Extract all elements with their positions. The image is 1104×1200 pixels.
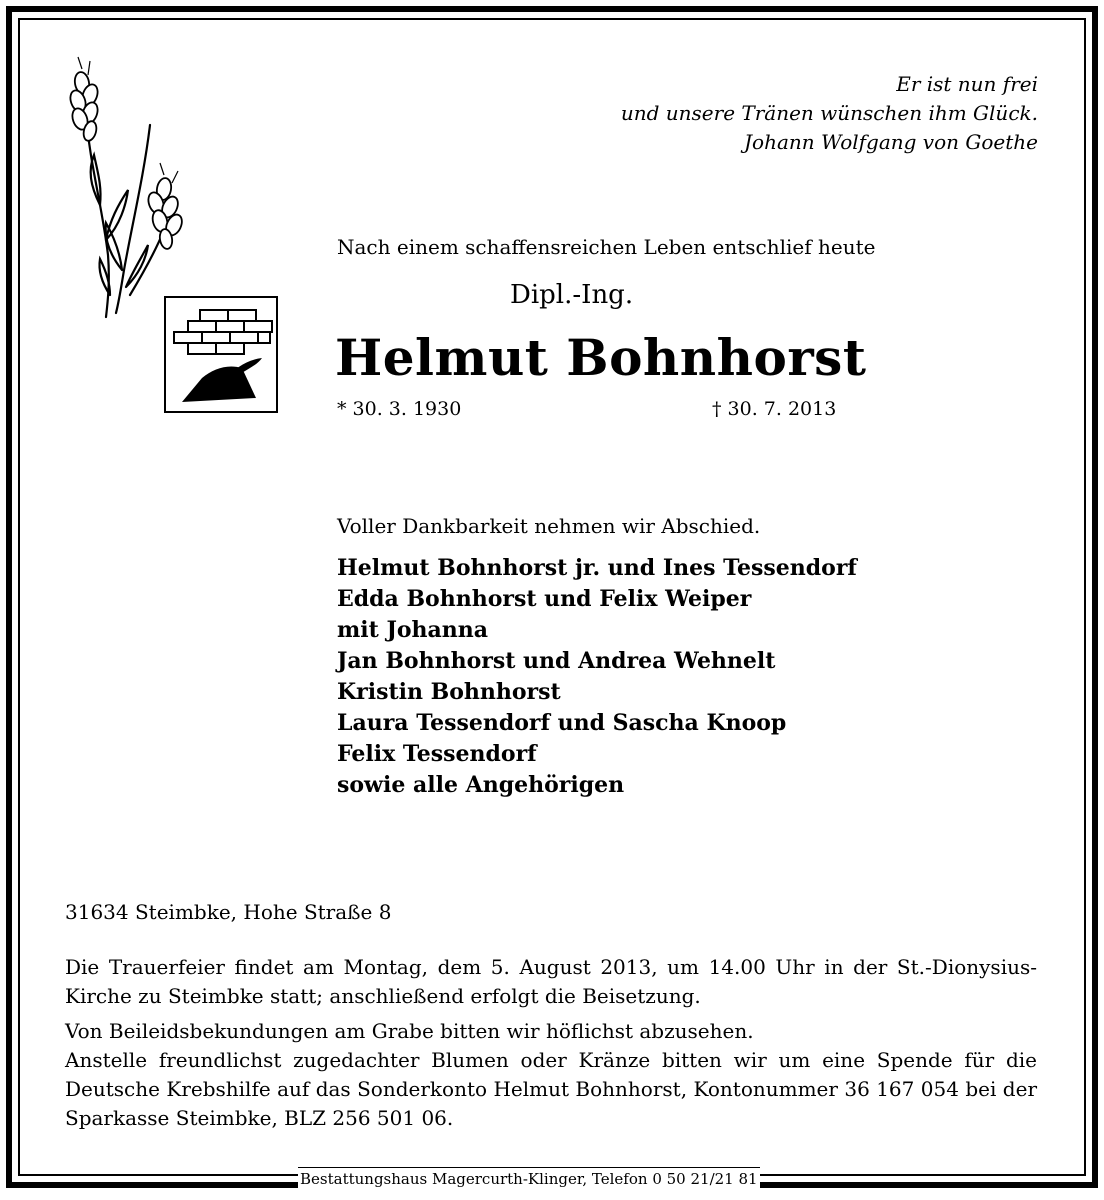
mourners-list bbox=[337, 553, 857, 801]
donation-note: Anstelle freundlichst zugedachter Blumen oder Kränze bitten wir um eine Spende für die Deutsche Krebshilfe auf das Sonderkonto Helmut Bohnhorst, Kontonummer 36 167 054 bei der Sparkasse Steimbke, BLZ 256 501 06. bbox=[65, 1048, 1037, 1130]
quote-author: Johann Wolfgang von Goethe bbox=[744, 130, 1038, 154]
goethe-quote bbox=[621, 70, 1038, 157]
condolence-note: Von Beileidsbekundungen am Grabe bitten wir höflichst abzusehen. bbox=[65, 1019, 754, 1043]
academic-title: Dipl.-Ing. bbox=[510, 280, 634, 310]
death-date: † 30. 7. 2013 bbox=[712, 398, 837, 420]
donation-request bbox=[65, 1017, 1037, 1133]
funeral-home-footer: Bestattungshaus Magercurth-Klinger, Telefon 0 50 21/21 81 bbox=[298, 1167, 760, 1188]
mourner-line: Jan Bohnhorst und Andrea Wehnelt bbox=[337, 648, 776, 674]
quote-line: Er ist nun frei bbox=[896, 72, 1038, 96]
farewell-text: Voller Dankbarkeit nehmen wir Abschied. bbox=[337, 514, 761, 538]
mourner-line: mit Johanna bbox=[337, 617, 489, 643]
quote-line: und unsere Tränen wünschen ihm Glück. bbox=[620, 101, 1038, 125]
mourner-line: Helmut Bohnhorst jr. und Ines Tessendorf bbox=[337, 555, 857, 581]
wheat-icon bbox=[60, 55, 200, 325]
mourner-line: sowie alle Angehörigen bbox=[337, 772, 625, 798]
mourner-line: Felix Tessendorf bbox=[337, 741, 537, 767]
family-address: 31634 Steimbke, Hohe Straße 8 bbox=[65, 900, 392, 924]
mourner-line: Laura Tessendorf und Sascha Knoop bbox=[337, 710, 787, 736]
mourner-line: Kristin Bohnhorst bbox=[337, 679, 561, 705]
intro-text: Nach einem schaffensreichen Leben entschlief heute bbox=[337, 235, 876, 259]
birth-date: * 30. 3. 1930 bbox=[337, 398, 462, 420]
funeral-details: Die Trauerfeier findet am Montag, dem 5. August 2013, um 14.00 Uhr in der St.-Dionysius-Kirche zu Steimbke statt; anschließend erfolgt die Beisetzung. bbox=[65, 955, 1037, 1008]
deceased-name: Helmut Bohnhorst bbox=[335, 328, 867, 387]
mourner-line: Edda Bohnhorst und Felix Weiper bbox=[337, 586, 752, 612]
bricks-trowel-icon bbox=[164, 296, 278, 413]
